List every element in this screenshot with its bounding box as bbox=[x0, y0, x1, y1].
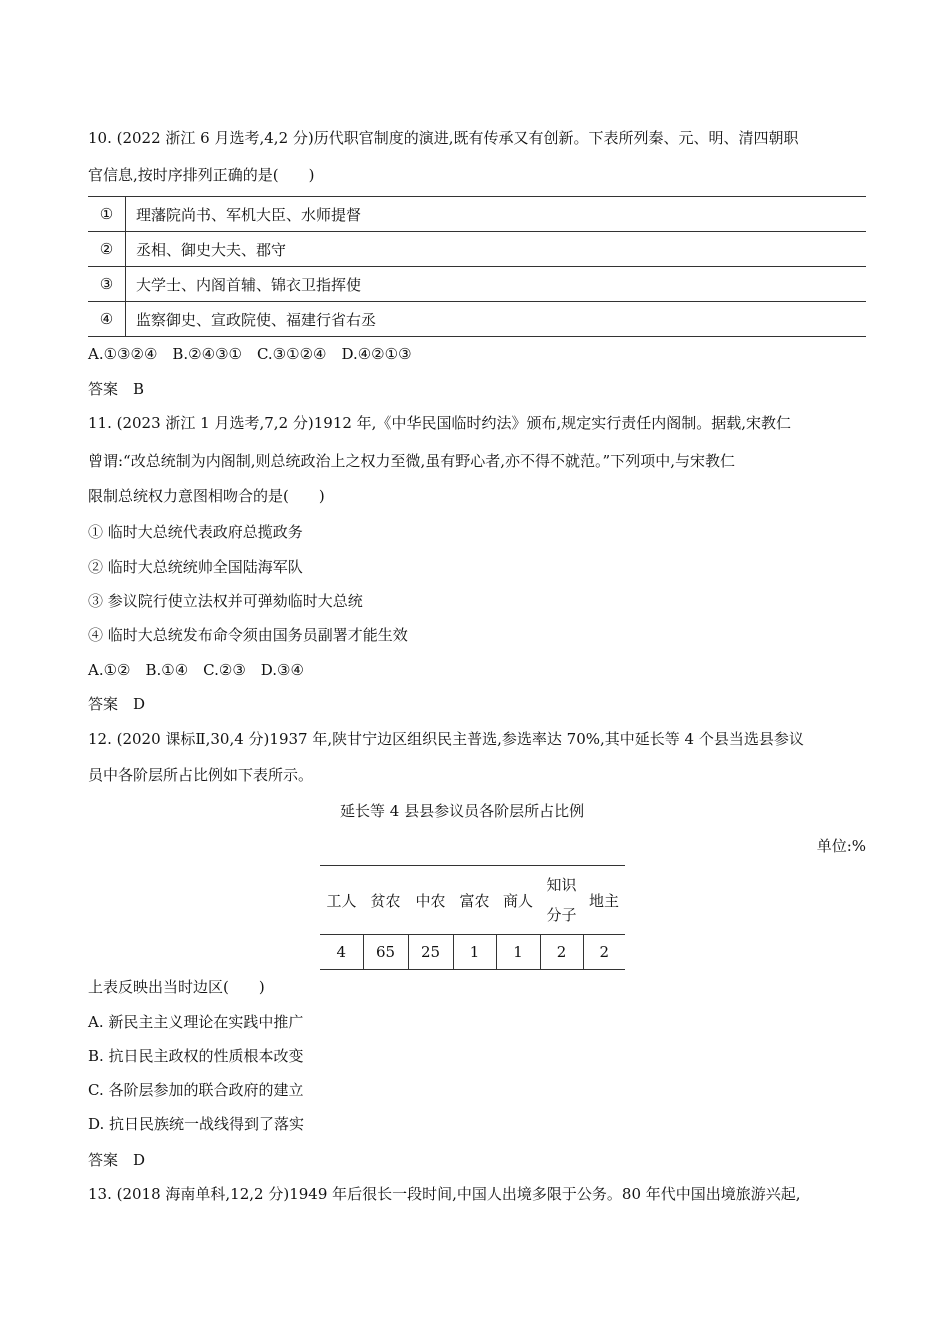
q11-item-1: ① 临时大总统代表政府总揽政务 bbox=[88, 523, 303, 541]
row-number: ③ bbox=[88, 267, 126, 302]
q11-options: A.①② B.①④ C.②③ D.③④ bbox=[88, 661, 304, 679]
q12-table-title: 延长等 4 县县参议员各阶层所占比例 bbox=[340, 802, 585, 820]
q13-stem-line1: 13. (2018 海南单科,12,2 分)1949 年后很长一段时间,中国人出境多限于公务。80 年代中国出境旅游兴起, bbox=[88, 1185, 801, 1203]
header-cell: 富农 bbox=[453, 866, 496, 935]
q12-option-b: B. 抗日民主政权的性质根本改变 bbox=[88, 1047, 304, 1065]
header-cell: 地主 bbox=[583, 866, 625, 935]
row-number: ① bbox=[88, 197, 126, 232]
table-row bbox=[320, 935, 625, 970]
table-row bbox=[88, 197, 866, 232]
q12-option-c: C. 各阶层参加的联合政府的建立 bbox=[88, 1081, 304, 1099]
q11-stem-line2: 曾谓:“改总统制为内阁制,则总统政治上之权力至微,虽有野心者,亦不得不就范。”下列项中,与宋教仁 bbox=[88, 452, 735, 470]
q10-table bbox=[88, 196, 866, 337]
header-text: 分子 bbox=[546, 906, 577, 924]
table-row bbox=[88, 267, 866, 302]
q11-item-4: ④ 临时大总统发布命令须由国务员副署才能生效 bbox=[88, 626, 408, 644]
q11-item-2: ② 临时大总统统帅全国陆海军队 bbox=[88, 558, 303, 576]
q12-answer: 答案 D bbox=[88, 1151, 146, 1169]
header-cell: 工人 bbox=[320, 866, 363, 935]
value-cell: 1 bbox=[496, 935, 540, 970]
q10-stem-line1: 10. (2022 浙江 6 月选考,4,2 分)历代职官制度的演进,既有传承又有创新。下表所列秦、元、明、清四朝职 bbox=[88, 129, 799, 147]
q11-answer: 答案 D bbox=[88, 695, 146, 713]
q10-answer: 答案 B bbox=[88, 380, 145, 398]
q11-item-3: ③ 参议院行使立法权并可弹劾临时大总统 bbox=[88, 592, 363, 610]
q10-stem-line2: 官信息,按时序排列正确的是( ) bbox=[88, 166, 315, 184]
row-number: ② bbox=[88, 232, 126, 267]
q11-stem-line3: 限制总统权力意图相吻合的是( ) bbox=[88, 487, 325, 505]
value-cell: 65 bbox=[363, 935, 408, 970]
table-header-row bbox=[320, 866, 625, 935]
value-cell: 4 bbox=[320, 935, 363, 970]
q10-options: A.①③②④ B.②④③① C.③①②④ D.④②①③ bbox=[88, 345, 412, 363]
table-row bbox=[88, 302, 866, 337]
row-text: 大学士、内阁首辅、锦衣卫指挥使 bbox=[126, 267, 867, 302]
q12-question: 上表反映出当时边区( ) bbox=[88, 978, 265, 996]
q12-stem-line2: 员中各阶层所占比例如下表所示。 bbox=[88, 766, 314, 784]
header-cell: 商人 bbox=[496, 866, 540, 935]
row-number: ④ bbox=[88, 302, 126, 337]
header-text: 知识 bbox=[546, 876, 577, 894]
row-text: 理藩院尚书、军机大臣、水师提督 bbox=[126, 197, 867, 232]
value-cell: 2 bbox=[540, 935, 583, 970]
q12-option-a: A. 新民主主义理论在实践中推广 bbox=[88, 1013, 304, 1031]
row-text: 丞相、御史大夫、郡守 bbox=[126, 232, 867, 267]
q12-stem-line1: 12. (2020 课标Ⅱ,30,4 分)1937 年,陕甘宁边区组织民主普选,参选率达 70%,其中延长等 4 个县当选县参议 bbox=[88, 730, 804, 748]
value-cell: 2 bbox=[583, 935, 625, 970]
header-cell bbox=[540, 866, 583, 935]
value-cell: 25 bbox=[408, 935, 453, 970]
value-cell: 1 bbox=[453, 935, 496, 970]
header-cell: 贫农 bbox=[363, 866, 408, 935]
row-text: 监察御史、宣政院使、福建行省右丞 bbox=[126, 302, 867, 337]
table-row bbox=[88, 232, 866, 267]
q12-option-d: D. 抗日民族统一战线得到了落实 bbox=[88, 1115, 305, 1133]
header-cell: 中农 bbox=[408, 866, 453, 935]
q12-unit: 单位:% bbox=[816, 837, 866, 855]
q11-stem-line1: 11. (2023 浙江 1 月选考,7,2 分)1912 年,《中华民国临时约法》颁布,规定实行责任内阁制。据载,宋教仁 bbox=[88, 414, 791, 432]
q12-table bbox=[320, 865, 625, 970]
